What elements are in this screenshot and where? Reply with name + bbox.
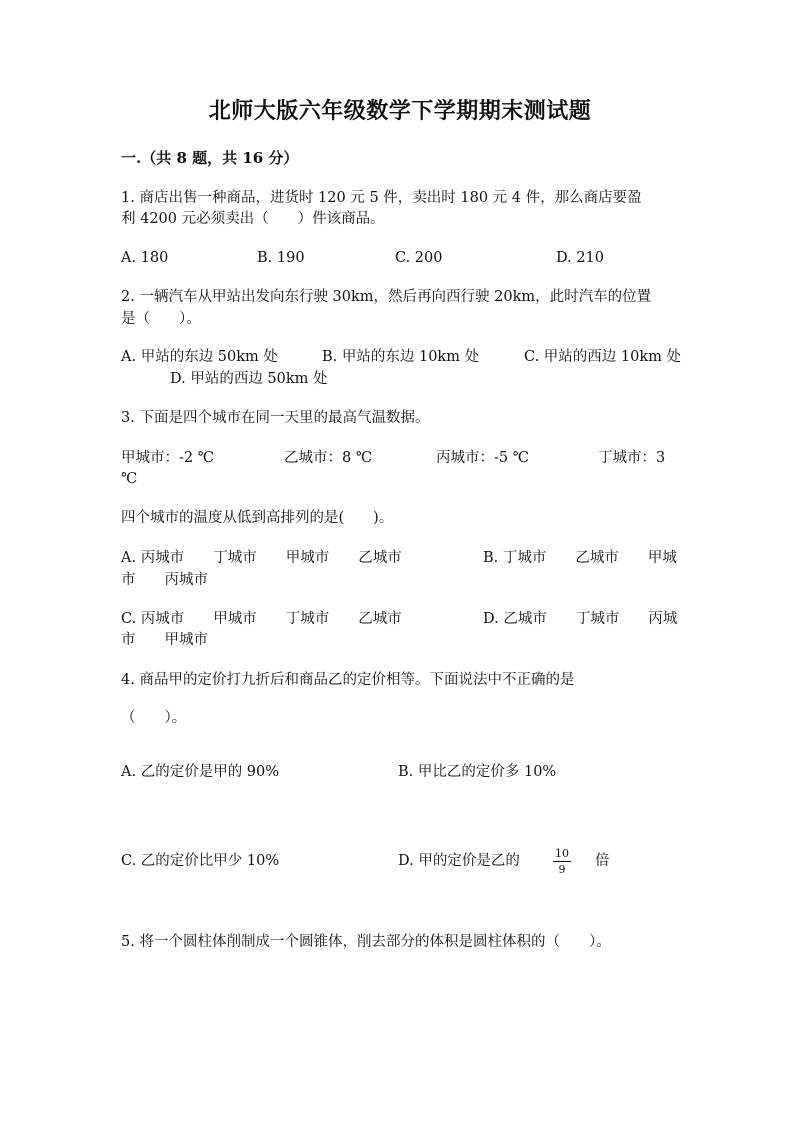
q2-option-d: D. 甲站的西边 50km 处 [170,371,328,387]
page-title: 北师大版六年级数学下学期期末测试题 [208,98,592,124]
q4-stem-line2: （ ）。 [121,710,187,726]
q2-option-c: C. 甲站的西边 10km 处 [524,349,682,365]
q4-option-c: C. 乙的定价比甲少 10% [121,853,280,869]
fraction-numerator: 10 [555,847,569,860]
q3-temp-bing: 丙城市：-5 ℃ [436,450,529,466]
fraction-denominator: 9 [558,863,566,876]
q3-temp-ding: 丁城市：3 [598,450,666,466]
q1-option-c: C. 200 [395,250,443,266]
q3-option-d-line1: D. 乙城市 丁城市 丙城 [483,611,678,627]
q3-option-b-line1: B. 丁城市 乙城市 甲城 [483,550,677,566]
q3-option-a-line2: 市 丙城市 [121,572,208,588]
q3-temp-yi: 乙城市：8 ℃ [284,450,373,466]
q2-stem-line2: 是（ ）。 [121,311,201,327]
section-heading: 一.（共 8 题，共 16 分） [121,149,299,167]
q4-option-b: B. 甲比乙的定价多 10% [398,764,557,780]
q1-option-a: A. 180 [121,250,169,266]
q2-option-b: B. 甲站的东边 10km 处 [322,349,480,365]
q1-option-d: D. 210 [556,250,605,266]
q2-stem-line1: 2. 一辆汽车从甲站出发向东行驶 30km，然后再向西行驶 20km，此时汽车的位置 [121,289,652,305]
q3-temp-jia: 甲城市：-2 ℃ [121,450,214,466]
q3-prompt: 四个城市的温度从低到高排列的是( )。 [121,510,394,526]
q4-option-d-suffix: 倍 [595,853,610,869]
q3-option-c-line2: 市 甲城市 [121,632,208,648]
q4-option-d: D. 甲的定价是乙的 [398,853,520,869]
q4-option-d-fraction [551,847,573,876]
q5-stem: 5. 将一个圆柱体削制成一个圆锥体，削去部分的体积是圆柱体积的（ ）。 [121,934,611,950]
q3-stem: 3. 下面是四个城市在同一天里的最高气温数据。 [121,410,430,426]
q4-stem-line1: 4. 商品甲的定价打九折后和商品乙的定价相等。下面说法中不正确的是 [121,672,575,688]
q1-stem-line1: 1. 商店出售一种商品，进货时 120 元 5 件，卖出时 180 元 4 件，那么商店要盈 [121,190,642,206]
q1-option-b: B. 190 [257,250,305,266]
q2-option-a: A. 甲站的东边 50km 处 [121,349,278,365]
q3-option-c-line1: C. 丙城市 甲城市 丁城市 乙城市 [121,611,402,627]
q1-stem-line2: 利 4200 元必须卖出（ ）件该商品。 [121,211,385,227]
q3-temp-unit-wrap: ℃ [121,471,138,487]
q4-option-a: A. 乙的定价是甲的 90% [121,764,280,780]
q3-option-a-line1: A. 丙城市 丁城市 甲城市 乙城市 [121,550,402,566]
